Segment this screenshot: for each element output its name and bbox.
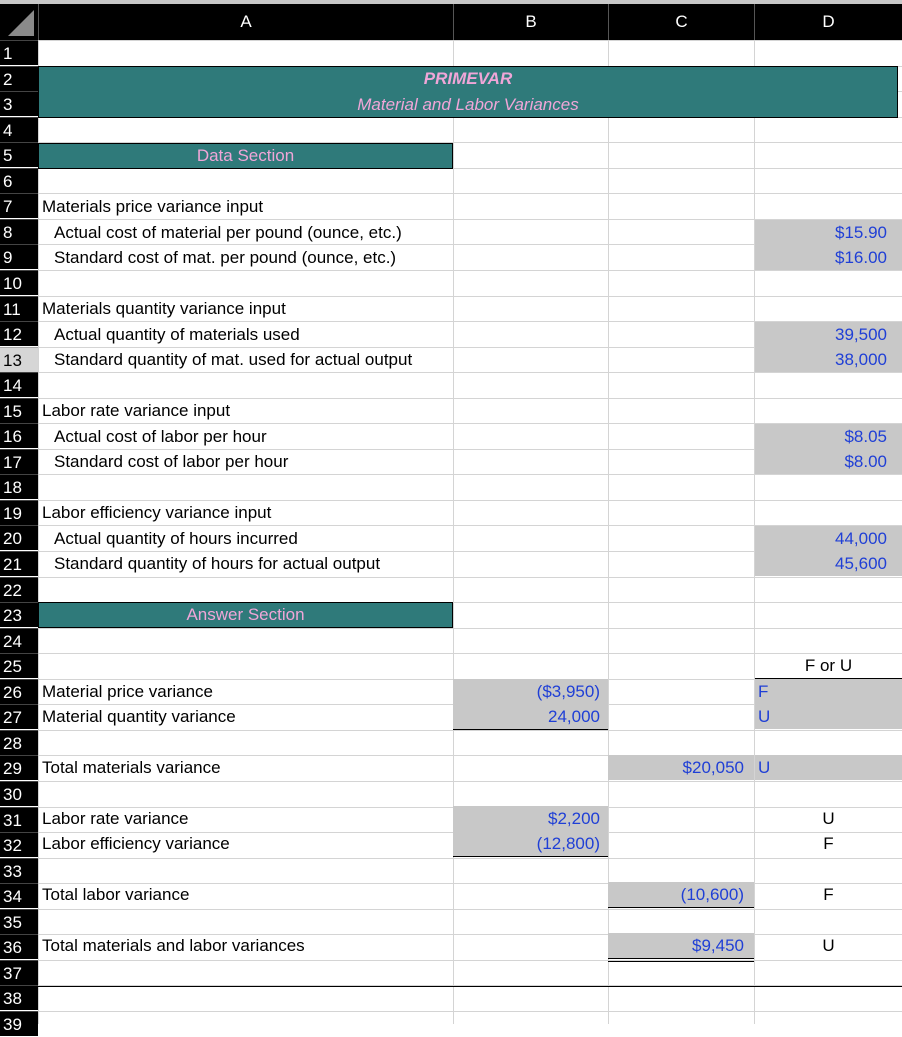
row-header-35[interactable]: 35	[0, 909, 38, 934]
grand-total-fu[interactable]: U	[822, 936, 835, 955]
column-header-b[interactable]: B	[453, 4, 608, 40]
lev-actual-value[interactable]: 44,000	[835, 529, 887, 548]
row-header-22[interactable]: 22	[0, 577, 38, 602]
row-header-33[interactable]: 33	[0, 858, 38, 883]
gridline-h	[38, 270, 902, 271]
material-price-value[interactable]: ($3,950)	[536, 682, 600, 701]
mpv-standard-value[interactable]: $16.00	[835, 248, 887, 267]
total-labor-underline	[608, 907, 754, 908]
sheet-title: PRIMEVAR	[423, 69, 513, 88]
row-header-6[interactable]: 6	[0, 168, 38, 193]
grand-total-value[interactable]: $9,450	[692, 936, 744, 955]
labor-rate-value[interactable]: $2,200	[548, 809, 600, 828]
row-header-25[interactable]: 25	[0, 653, 38, 678]
answer-section-header: Answer Section	[186, 605, 305, 624]
total-labor-label[interactable]: Total labor variance	[42, 885, 190, 904]
labor-efficiency-value[interactable]: (12,800)	[536, 834, 600, 853]
row-header-2[interactable]: 2	[0, 66, 38, 91]
row-header-29[interactable]: 29	[0, 755, 38, 780]
row-header-37[interactable]: 37	[0, 960, 38, 985]
lrv-actual-label[interactable]: Actual cost of labor per hour	[54, 427, 267, 446]
sheet-subtitle: Material and Labor Variances	[357, 95, 579, 114]
row-header-36[interactable]: 36	[0, 934, 38, 959]
lrv-standard-value[interactable]: $8.00	[844, 452, 887, 471]
row-header-39[interactable]: 39	[0, 1011, 38, 1036]
material-quantity-label[interactable]: Material quantity variance	[42, 707, 236, 726]
row-header-30[interactable]: 30	[0, 781, 38, 806]
mpv-actual-label[interactable]: Actual cost of material per pound (ounce, etc.)	[54, 223, 402, 242]
row-header-8[interactable]: 8	[0, 219, 38, 244]
select-all-corner[interactable]	[0, 4, 38, 40]
row-header-10[interactable]: 10	[0, 270, 38, 295]
column-header-d[interactable]: D	[754, 4, 902, 40]
mpv-actual-value[interactable]: $15.90	[835, 223, 887, 242]
mqv-actual-value[interactable]: 39,500	[835, 325, 887, 344]
gridline-h	[38, 1011, 902, 1012]
material-quantity-fu[interactable]: U	[758, 707, 771, 726]
gridline-h	[38, 960, 902, 961]
labor-rate-fu[interactable]: U	[822, 809, 835, 828]
row-header-24[interactable]: 24	[0, 628, 38, 653]
row-header-17[interactable]: 17	[0, 449, 38, 474]
row-header-11[interactable]: 11	[0, 296, 38, 321]
lev-section-label[interactable]: Labor efficiency variance input	[42, 503, 272, 522]
gridline-v	[608, 40, 609, 1024]
row-header-32[interactable]: 32	[0, 832, 38, 857]
material-price-label[interactable]: Material price variance	[42, 682, 214, 701]
material-fu-block	[755, 679, 902, 729]
lrv-section-label[interactable]: Labor rate variance input	[42, 401, 231, 420]
row-header-3[interactable]: 3	[0, 91, 38, 116]
gridline-h	[38, 781, 902, 782]
row-header-13[interactable]: 13	[0, 347, 38, 372]
row-header-31[interactable]: 31	[0, 807, 38, 832]
row-header-26[interactable]: 26	[0, 679, 38, 704]
row-header-23[interactable]: 23	[0, 602, 38, 627]
row-header-21[interactable]: 21	[0, 551, 38, 576]
mqv-standard-label[interactable]: Standard quantity of mat. used for actual output	[54, 350, 413, 369]
total-materials-fu-block	[755, 755, 902, 780]
mpv-section-label[interactable]: Materials price variance input	[42, 197, 264, 216]
gridline-v	[38, 40, 39, 1024]
lrv-standard-label[interactable]: Standard cost of labor per hour	[54, 452, 289, 471]
gridline-v	[453, 40, 454, 1024]
labor-rate-label[interactable]: Labor rate variance	[42, 809, 189, 828]
row-header-7[interactable]: 7	[0, 193, 38, 218]
gridline-h	[38, 858, 902, 859]
grand-total-double-underline-1	[608, 958, 754, 959]
column-header-a[interactable]: A	[38, 4, 453, 40]
row-header-34[interactable]: 34	[0, 883, 38, 908]
column-header-c[interactable]: C	[608, 4, 754, 40]
gridline-h	[38, 372, 902, 373]
row-header-1[interactable]: 1	[0, 40, 38, 65]
row-header-14[interactable]: 14	[0, 372, 38, 397]
lev-standard-value[interactable]: 45,600	[835, 554, 887, 573]
lev-actual-label[interactable]: Actual quantity of hours incurred	[54, 529, 298, 548]
gridline-h	[38, 40, 902, 41]
mpv-standard-label[interactable]: Standard cost of mat. per pound (ounce, etc.)	[54, 248, 397, 267]
material-quantity-value[interactable]: 24,000	[548, 707, 600, 726]
row-header-27[interactable]: 27	[0, 704, 38, 729]
row-header-18[interactable]: 18	[0, 474, 38, 499]
labor-efficiency-fu[interactable]: F	[823, 834, 834, 853]
bottom-rule	[38, 986, 902, 987]
row-header-12[interactable]: 12	[0, 321, 38, 346]
mqv-actual-label[interactable]: Actual quantity of materials used	[54, 325, 300, 344]
row-header-9[interactable]: 9	[0, 244, 38, 269]
row-header-38[interactable]: 38	[0, 985, 38, 1010]
grand-total-label[interactable]: Total materials and labor variances	[42, 936, 305, 955]
mqv-section-label[interactable]: Materials quantity variance input	[42, 299, 286, 318]
total-labor-fu[interactable]: F	[823, 885, 834, 904]
total-materials-label[interactable]: Total materials variance	[42, 758, 221, 777]
mqv-standard-value[interactable]: 38,000	[835, 350, 887, 369]
row-header-20[interactable]: 20	[0, 525, 38, 550]
grand-total-double-underline-2	[608, 961, 754, 962]
select-all-triangle-icon	[0, 4, 38, 40]
row-header-19[interactable]: 19	[0, 500, 38, 525]
row-header-15[interactable]: 15	[0, 398, 38, 423]
labor-efficiency-label[interactable]: Labor efficiency variance	[42, 834, 230, 853]
total-labor-value[interactable]: (10,600)	[680, 885, 744, 904]
material-subtotal-line	[453, 729, 608, 730]
gridline-h	[38, 730, 902, 731]
labor-subtotal-line	[453, 856, 608, 857]
total-materials-fu[interactable]: U	[758, 758, 771, 777]
lrv-actual-value[interactable]: $8.05	[844, 427, 887, 446]
lev-standard-label[interactable]: Standard quantity of hours for actual output	[54, 554, 381, 573]
gridline-h	[38, 628, 902, 629]
material-price-fu[interactable]: F	[758, 682, 769, 701]
total-materials-value[interactable]: $20,050	[682, 758, 744, 777]
row-header-5[interactable]: 5	[0, 142, 38, 167]
gridline-h	[38, 577, 902, 578]
data-section-header: Data Section	[196, 146, 295, 165]
row-header-16[interactable]: 16	[0, 423, 38, 448]
gridline-h	[38, 474, 902, 475]
row-header-28[interactable]: 28	[0, 730, 38, 755]
row-header-4[interactable]: 4	[0, 117, 38, 142]
f-or-u-header[interactable]: F or U	[804, 656, 853, 675]
gridline-h	[38, 909, 902, 910]
